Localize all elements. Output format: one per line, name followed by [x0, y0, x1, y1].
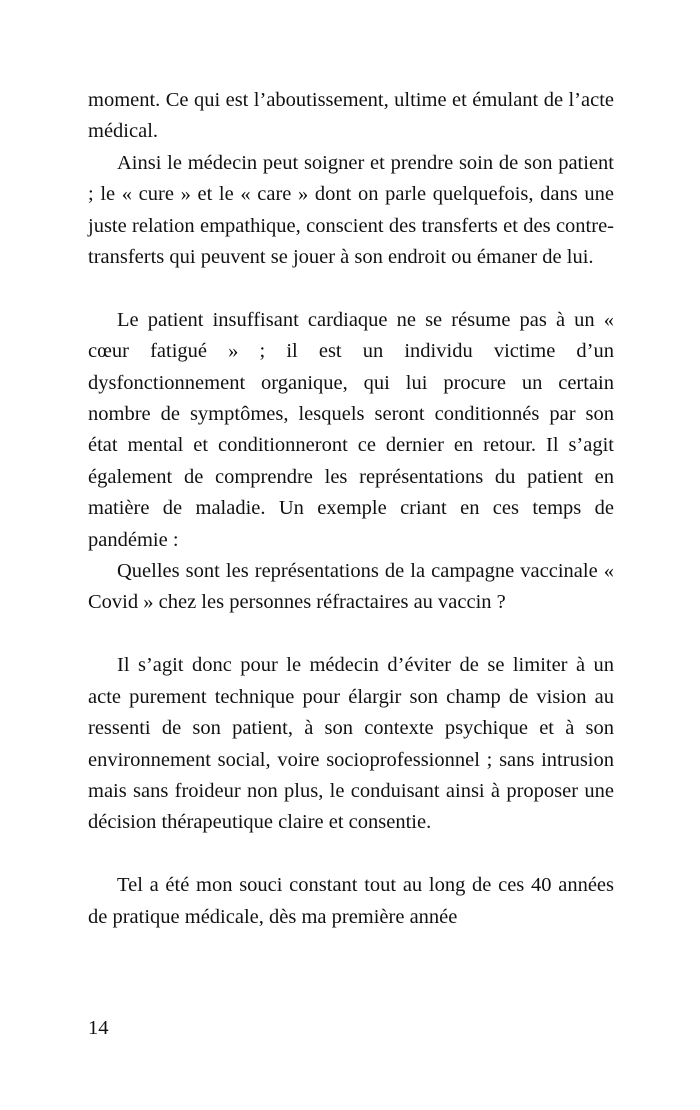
paragraph-5: Il s’agit donc pour le médecin d’éviter de se limiter à un acte purement technique pour élargir son champ de vision au ressenti de son patient, à son contexte psychique et à son environnement social, voire socioprofessionnel ; sans intrusion mais sans froideur non plus, le conduisant ainsi à proposer une décision thérapeutique claire et consentie.	[88, 654, 614, 834]
page-body	[88, 85, 614, 933]
paragraph-4: Quelles sont les représentations de la campagne vaccinale « Covid » chez les personnes réfractaires au vaccin ?	[88, 560, 614, 614]
paragraph-2: Ainsi le médecin peut soigner et prendre soin de son patient ; le « cure » et le « care » dont on parle quelquefois, dans une juste relation empathique, conscient des transferts et des contre-transferts qui peuvent se jouer à son endroit ou émaner de lui.	[88, 151, 614, 269]
paragraph-1: moment. Ce qui est l’aboutissement, ultime et émulant de l’acte médical.	[88, 89, 614, 143]
paragraph-3: Le patient insuffisant cardiaque ne se résume pas à un « cœur fatigué » ; il est un individu victime d’un dysfonctionnement organique, qui lui procure un certain nombre de symptômes, lesquels seront conditionnés par son état mental et conditionneront ce dernier en retour. Il s’agit également de comprendre les représentations du patient en matière de maladie. Un exemple criant en ces temps de pandémie :	[88, 308, 614, 551]
paragraph-6: Tel a été mon souci constant tout au long de ces 40 années de pratique médicale, dès ma première année	[88, 874, 614, 928]
page-number: 14	[88, 1017, 109, 1039]
